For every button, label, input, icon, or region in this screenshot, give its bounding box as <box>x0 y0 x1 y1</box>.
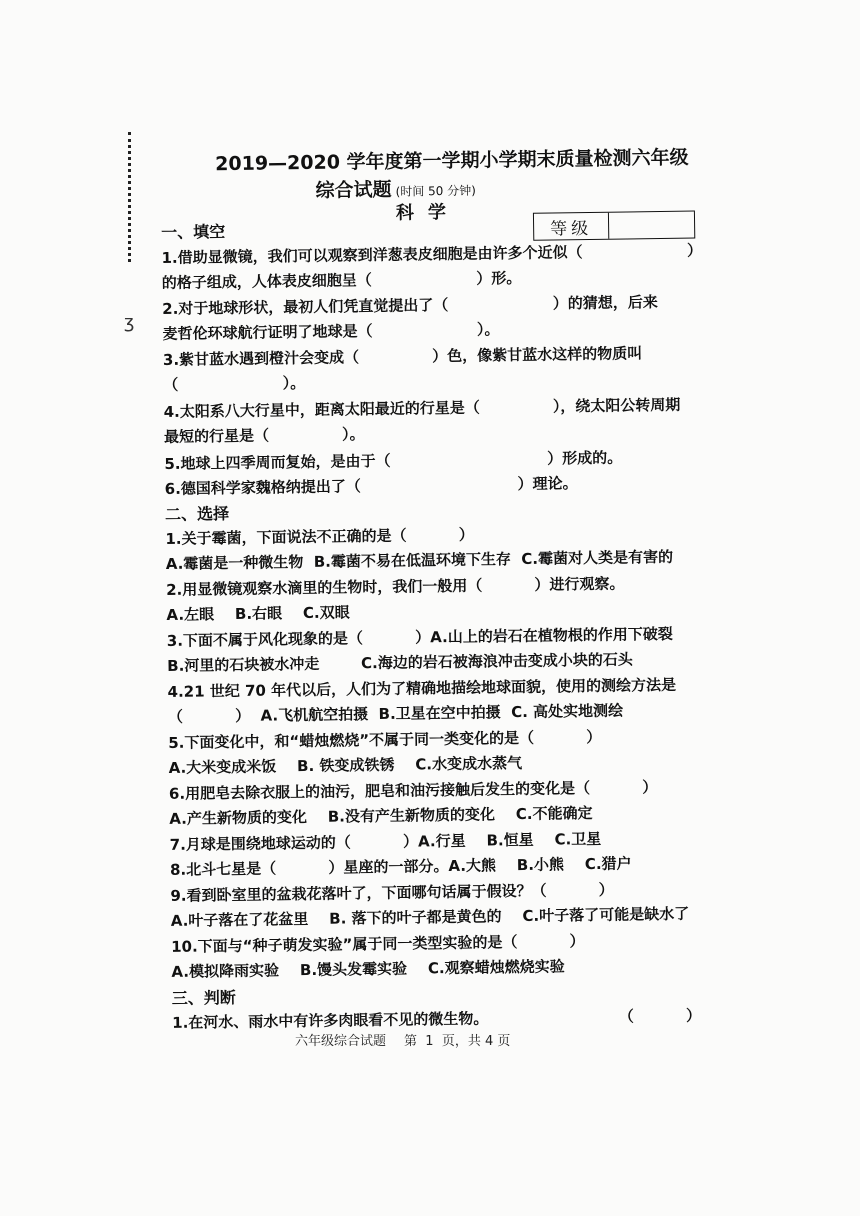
question-line: 3.紫甘蓝水遇到橙汁会变成（ ）色，像紫甘蓝水这样的物质叫 <box>162 344 643 369</box>
question-line: 5.下面变化中，和“蜡烛燃烧”不属于同一类变化的是（ ） <box>168 727 602 752</box>
question-line: 7.月球是围绕地球运动的（ ）A.行星 B.恒星 C.卫星 <box>169 829 602 854</box>
question-line: 4.21 世纪 70 年代以后，人们为了精确地描绘地球面貌，使用的测绘方法是 <box>167 675 677 701</box>
subject-title: 科学 <box>395 201 461 224</box>
question-line: 麦哲伦环球航行证明了地球是（ ）。 <box>162 320 500 343</box>
exam-content <box>160 142 740 1032</box>
exam-subtitle-main: 综合试题 <box>315 178 392 202</box>
question-line: 10.下面与“种子萌发实验”属于同一类型实验的是（ ） <box>171 932 585 956</box>
question-line: （ ）。 <box>163 373 306 394</box>
question-line: 1.关于霉菌，下面说法不正确的是（ ） <box>165 525 474 548</box>
footer-page-number: 第 1 页，共 4 页 <box>404 1034 511 1049</box>
question-line: 6.用肥皂去除衣服上的油污，肥皂和油污接触后发生的变化是（ ） <box>168 778 658 803</box>
question-line: B.河里的石块被水冲走 C.海边的岩石被海浪冲击变成小块的石头 <box>167 650 633 675</box>
question-line: 的格子组成，人体表皮细胞呈（ ）形。 <box>161 268 522 292</box>
grade-label: 等级 <box>534 213 609 240</box>
question-line: 8.北斗七星是（ ）星座的一部分。A.大熊 B.小熊 C.猎户 <box>169 854 632 879</box>
question-line: 3.下面不属于风化现象的是（ ）A.山上的岩石在植物根的作用下破裂 <box>166 624 673 650</box>
section-judge-title: 三、判断 <box>171 988 236 1008</box>
question-line: 9.看到卧室里的盆栽花落叶了，下面哪句话属于假设？（ ） <box>170 880 614 905</box>
question-line: 最短的行星是（ ）。 <box>163 425 365 446</box>
page-footer <box>295 1030 528 1049</box>
question-line: A.左眼 B.右眼 C.双眼 <box>166 603 350 624</box>
question-line: A.大米变成米饭 B. 铁变成铁锈 C.水变成水蒸气 <box>168 754 523 777</box>
question-line: 6.德国科学家魏格纳提出了（ ）理论。 <box>164 474 578 498</box>
question-line: 1.借助显微镜，我们可以观察到洋葱表皮细胞是由许多个近似（ ） <box>161 241 703 267</box>
footer-label: 六年级综合试题 <box>295 1034 387 1049</box>
section-choice-title: 二、选择 <box>164 504 230 524</box>
question-line: 2.对于地球形状，最初人们凭直觉提出了（ ）的猜想，后来 <box>162 293 658 318</box>
question-line: 5.地球上四季周而复始，是由于（ ）形成的。 <box>164 448 623 473</box>
binding-dotted-line <box>128 132 134 262</box>
section-fill-title: 一、填空 <box>161 222 226 242</box>
question-line: A.霉菌是一种微生物 B.霉菌不易在低温环境下生存 C.霉菌对人类是有害的 <box>165 547 674 573</box>
question-line: （ ） A.飞机航空拍摄 B.卫星在空中拍摄 C. 高处实地测绘 <box>167 701 624 726</box>
question-line: 2.用显微镜观察水滴里的生物时，我们一般用（ ）进行观察。 <box>166 574 625 599</box>
question-line: A.叶子落在了花盆里 B. 落下的叶子都是黄色的 C.叶子落了可能是缺水了 <box>170 904 690 930</box>
question-line: 1.在河水、雨水中有许多肉眼看不见的微生物。 （ ） <box>172 1006 702 1032</box>
exam-time-note: (时间 50 分钟) <box>395 183 476 199</box>
question-line: 4.太阳系八大行星中，距离太阳最近的行星是（ ），绕太阳公转周期 <box>163 395 681 421</box>
question-line: A.产生新物质的变化 B.没有产生新物质的变化 C.不能确定 <box>169 804 593 828</box>
question-line: A.模拟降雨实验 B.馒头发霉实验 C.观察蜡烛燃烧实验 <box>171 957 565 981</box>
grade-cell[interactable] <box>609 212 694 239</box>
exam-title: 2019—2020 学年度第一学期小学期末质量检测六年级 <box>215 146 689 176</box>
margin-mark-icon: ʒ <box>124 312 135 333</box>
grade-box <box>533 211 695 241</box>
